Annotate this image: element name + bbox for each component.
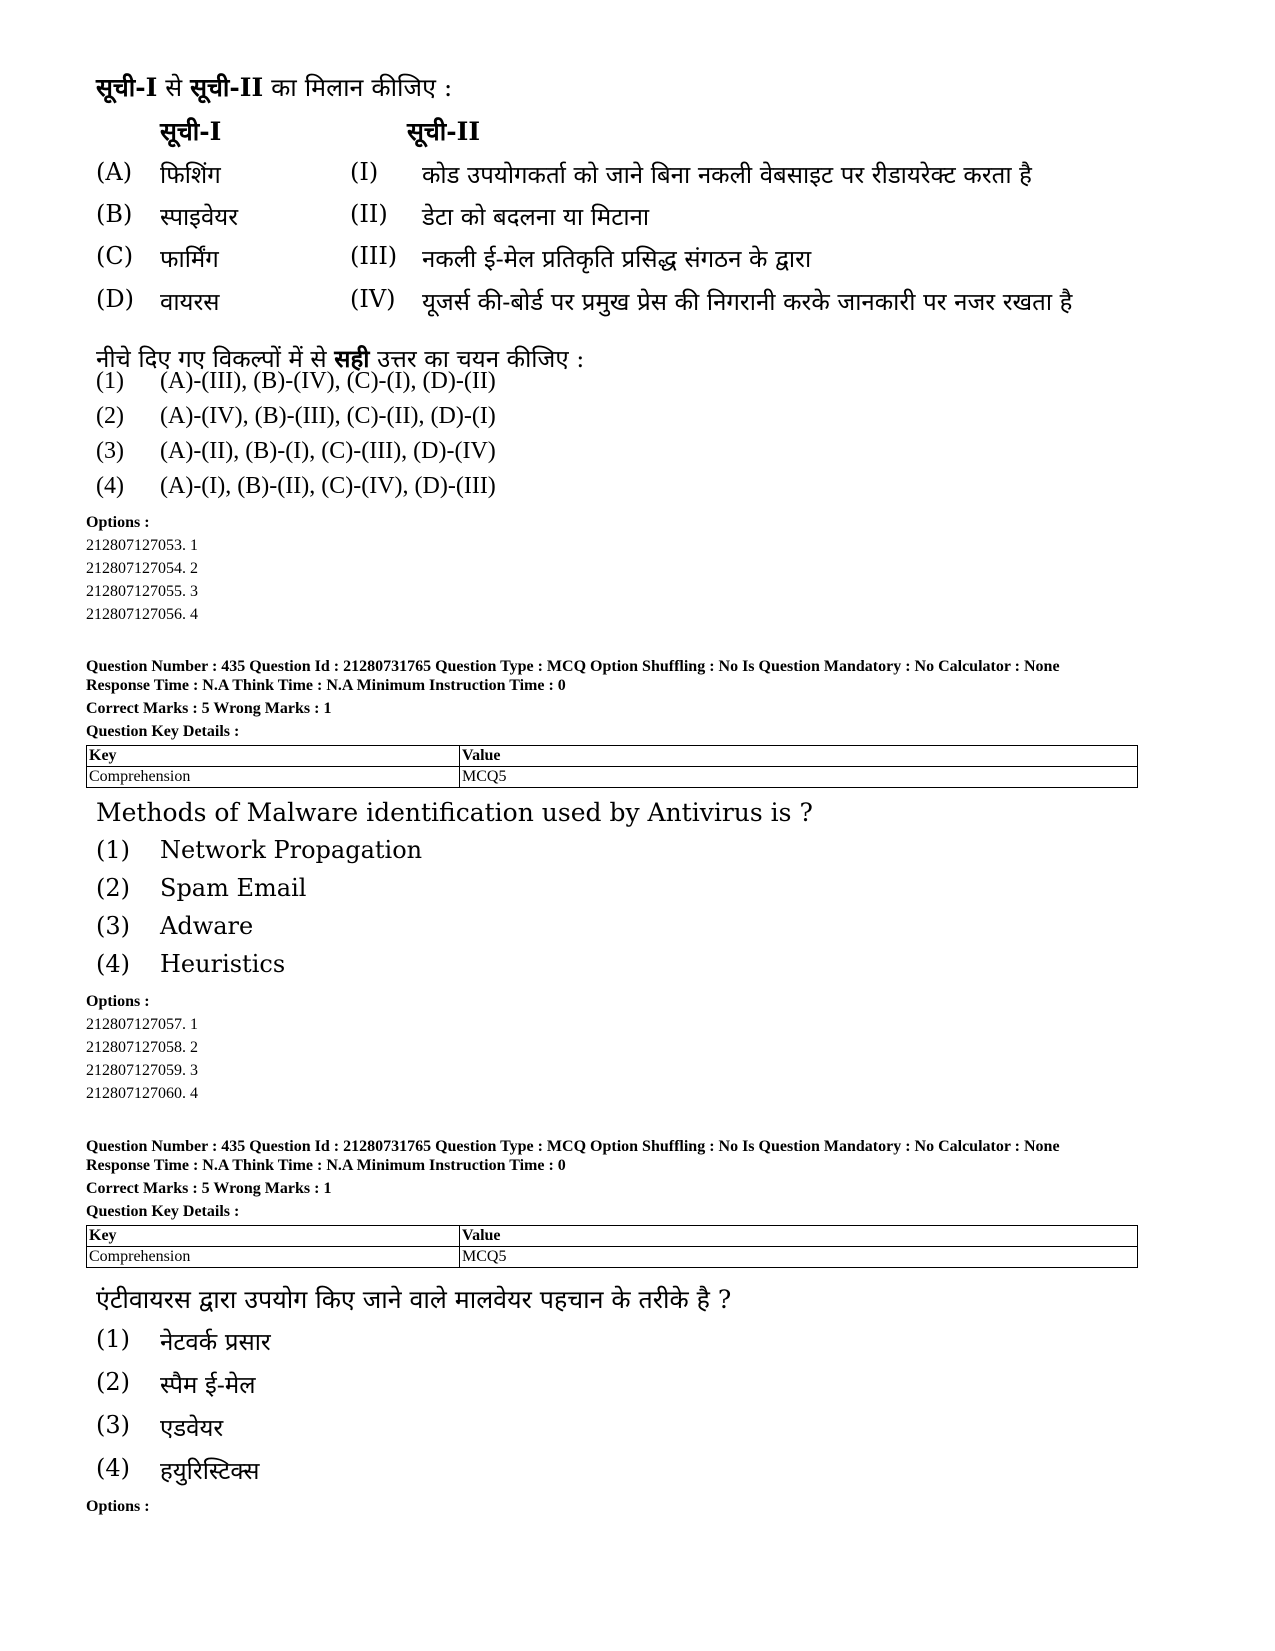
row-label-2: (I) [350,158,379,186]
choice-number: (2) [96,403,124,429]
q1-match-row [96,285,1196,325]
choice-number: (3) [96,438,124,464]
choice-number: (3) [96,1411,130,1439]
row-term-1: स्पाइवेयर [160,203,239,231]
row-term-1: वायरस [160,288,220,316]
q3-meta-line1: Question Number : 435 Question Id : 21280731765 Question Type : MCQ Option Shuffling : No Is Question Mandatory : No Calculator : None [86,1138,1060,1155]
instr-part: नीचे दिए गए विकल्पों में से [96,345,335,373]
row-desc-2: यूजर्स की-बोर्ड पर प्रमुख प्रेस की निगरानी करके जानकारी पर नजर रखता है [422,288,1073,316]
choice-number: (2) [96,1368,130,1396]
row-desc-2: डेटा को बदलना या मिटाना [422,203,650,231]
q2-meta-line1: Question Number : 435 Question Id : 21280731765 Question Type : MCQ Option Shuffling : No Is Question Mandatory : No Calculator : None [86,658,1060,675]
table-header-value: Value [460,1226,1138,1247]
choice-text: (A)-(IV), (B)-(III), (C)-(II), (D)-(I) [160,403,496,429]
table-cell-value: MCQ5 [460,1247,1138,1268]
q2-option-id: 212807127059. 3 [86,1062,198,1079]
q1-heading-list2: सूची-II [190,73,264,102]
choice-number: (1) [96,368,124,394]
choice-number: (4) [96,473,124,499]
table-row [87,746,1138,767]
q1-option-id: 212807127056. 4 [86,606,198,623]
row-desc-2: कोड उपयोगकर्ता को जाने बिना नकली वेबसाइट पर रीडायरेक्ट करता है [422,161,1032,189]
q2-option-id: 212807127057. 1 [86,1016,198,1033]
table-row [87,1226,1138,1247]
table-header-value: Value [460,746,1138,767]
q1-heading-list1: सूची-I [96,73,158,102]
q3-key-table [86,1225,1138,1268]
row-label-2: (III) [350,242,398,270]
q2-meta-line2: Response Time : N.A Think Time : N.A Minimum Instruction Time : 0 [86,677,566,694]
choice-text: Network Propagation [160,836,423,864]
q2-meta-line4: Question Key Details : [86,723,240,740]
choice-text: एडवेयर [160,1414,224,1442]
q1-heading-instruction: का मिलान कीजिए : [263,73,453,102]
choice-text: नेटवर्क प्रसार [160,1328,271,1356]
choice-number: (4) [96,950,130,978]
q3-meta-line2: Response Time : N.A Think Time : N.A Minimum Instruction Time : 0 [86,1157,566,1174]
instr-emphasis: सही [334,344,370,373]
choice-text: (A)-(III), (B)-(IV), (C)-(I), (D)-(II) [160,368,496,394]
choice-text: (A)-(II), (B)-(I), (C)-(III), (D)-(IV) [160,438,496,464]
table-cell-key: Comprehension [87,1247,460,1268]
q1-options-label: Options : [86,514,150,531]
q2-meta-line3: Correct Marks : 5 Wrong Marks : 1 [86,700,332,717]
choice-number: (2) [96,874,130,902]
q2-option-id: 212807127060. 4 [86,1085,198,1102]
choice-number: (1) [96,836,130,864]
row-desc-2: नकली ई-मेल प्रतिकृति प्रसिद्ध संगठन के द्वारा [422,245,812,273]
row-label-1: (B) [96,200,133,228]
q1-col2-heading: सूची-II [407,117,481,146]
row-term-1: फार्मिंग [160,245,219,273]
choice-number: (4) [96,1454,130,1482]
choice-text: हयुरिस्टिक्स [160,1457,260,1485]
q2-key-table [86,745,1138,788]
q1-match-row [96,200,1196,240]
choice-text: Spam Email [160,874,307,902]
choice-number: (1) [96,1325,130,1353]
choice-text: Adware [160,912,254,940]
q1-option-id: 212807127055. 3 [86,583,198,600]
q1-option-id: 212807127053. 1 [86,537,198,554]
table-cell-key: Comprehension [87,767,460,788]
q3-question-text: एंटीवायरस द्वारा उपयोग किए जाने वाले मालवेयर पहचान के तरीके है ? [96,1285,732,1314]
row-label-1: (A) [96,158,133,186]
q3-options-label: Options : [86,1498,150,1515]
choice-text: Heuristics [160,950,286,978]
instr-part: उत्तर का चयन कीजिए : [369,345,585,373]
table-cell-value: MCQ5 [460,767,1138,788]
q1-heading [96,70,452,104]
q2-question-text: Methods of Malware identification used by Antivirus is ? [96,798,813,827]
table-header-key: Key [87,746,460,767]
table-row [87,767,1138,788]
choice-text: (A)-(I), (B)-(II), (C)-(IV), (D)-(III) [160,473,496,499]
table-row [87,1247,1138,1268]
q1-option-id: 212807127054. 2 [86,560,198,577]
q3-meta-line3: Correct Marks : 5 Wrong Marks : 1 [86,1180,332,1197]
choice-text: स्पैम ई-मेल [160,1371,256,1399]
q1-match-row [96,158,1196,198]
q1-heading-se: से [157,73,191,102]
table-header-key: Key [87,1226,460,1247]
q3-meta-line4: Question Key Details : [86,1203,240,1220]
row-label-1: (C) [96,242,134,270]
q1-match-row [96,242,1196,282]
choice-number: (3) [96,912,130,940]
q1-col1-heading: सूची-I [160,117,222,146]
row-term-1: फिशिंग [160,161,221,189]
q2-option-id: 212807127058. 2 [86,1039,198,1056]
row-label-2: (II) [350,200,388,228]
row-label-1: (D) [96,285,134,313]
q2-options-label: Options : [86,993,150,1010]
row-label-2: (IV) [350,285,396,313]
